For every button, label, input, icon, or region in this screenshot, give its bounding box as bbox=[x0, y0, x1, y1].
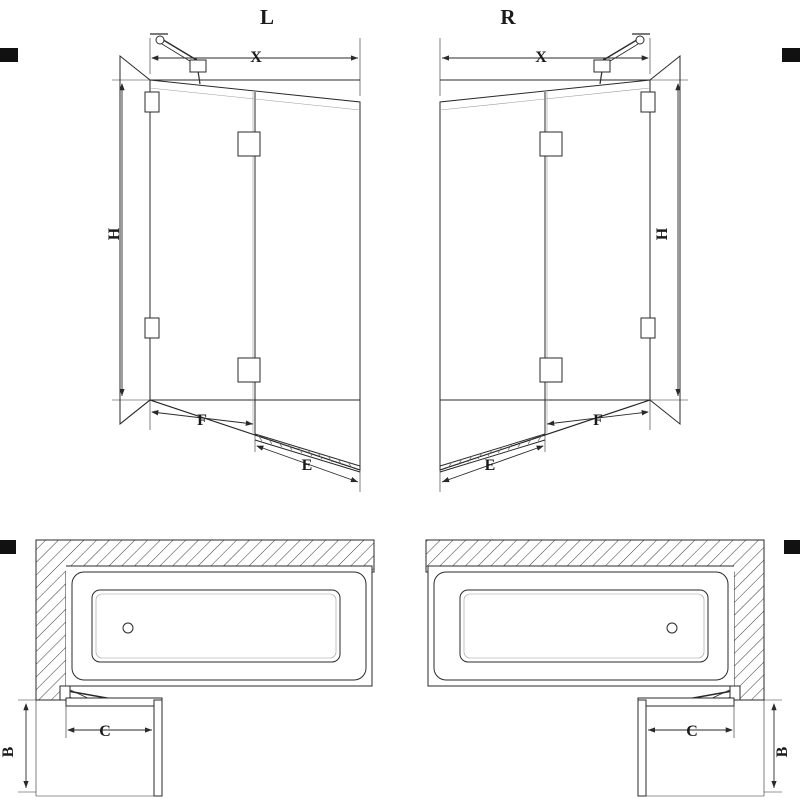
label-variant-right: R bbox=[500, 5, 516, 29]
dim-c-right: C bbox=[686, 723, 698, 740]
dim-e-left: E bbox=[301, 457, 313, 474]
plan-view-left bbox=[18, 540, 374, 796]
dim-b-right: B bbox=[774, 746, 791, 758]
plan-view-right bbox=[426, 540, 782, 796]
dim-h-left: H bbox=[106, 227, 123, 241]
dim-c-left: C bbox=[99, 723, 111, 740]
dim-x-left: X bbox=[250, 49, 262, 66]
dim-e-right: E bbox=[484, 457, 496, 474]
front-view-left bbox=[112, 34, 360, 492]
label-variant-left: L bbox=[259, 5, 275, 29]
dim-b-left: B bbox=[0, 746, 17, 758]
dim-h-right: H bbox=[654, 227, 671, 241]
dim-f-right: F bbox=[593, 412, 603, 429]
dim-f-left: F bbox=[197, 412, 207, 429]
dim-x-right: X bbox=[535, 49, 547, 66]
front-view-right bbox=[440, 34, 688, 492]
